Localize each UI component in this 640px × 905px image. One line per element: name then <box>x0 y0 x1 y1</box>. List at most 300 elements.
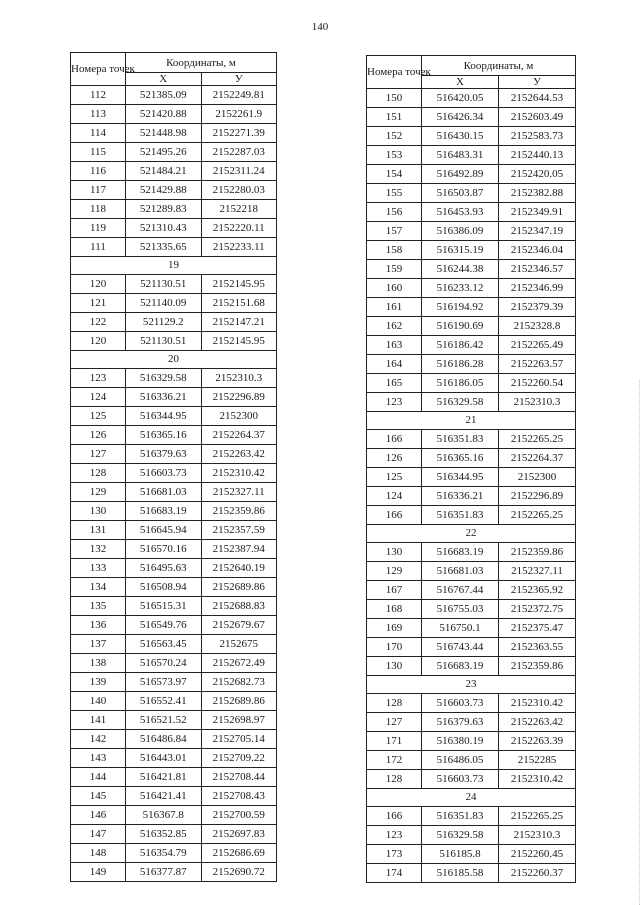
x-coordinate-cell: 516194.92 <box>422 298 499 317</box>
y-coordinate-cell: 2152328.8 <box>499 317 576 336</box>
y-coordinate-cell: 2152263.57 <box>499 355 576 374</box>
point-number-cell: 128 <box>367 770 422 789</box>
table-row <box>367 713 576 732</box>
x-coordinate-cell: 516421.41 <box>126 787 202 806</box>
table-row <box>367 751 576 770</box>
point-number-cell: 167 <box>367 581 422 600</box>
y-coordinate-cell: 2152689.86 <box>201 578 277 597</box>
point-number-cell: 149 <box>71 863 126 882</box>
table-row <box>367 336 576 355</box>
point-number-cell: 132 <box>71 540 126 559</box>
table-row <box>367 127 576 146</box>
y-coordinate-cell: 2152264.37 <box>201 426 277 445</box>
table-row <box>71 332 277 351</box>
y-coordinate-cell: 2152310.42 <box>499 694 576 713</box>
table-row <box>367 279 576 298</box>
table-row <box>71 464 277 483</box>
x-coordinate-cell: 516377.87 <box>126 863 202 882</box>
point-number-cell: 166 <box>367 807 422 826</box>
x-coordinate-cell: 516379.63 <box>126 445 202 464</box>
point-number-cell: 123 <box>367 393 422 412</box>
x-coordinate-cell: 516603.73 <box>126 464 202 483</box>
x-coordinate-cell: 516365.16 <box>126 426 202 445</box>
y-coordinate-cell: 2152375.47 <box>499 619 576 638</box>
y-coordinate-cell: 2152263.39 <box>499 732 576 751</box>
table-row <box>71 86 277 105</box>
point-number-cell: 139 <box>71 673 126 692</box>
x-coordinate-cell: 516329.58 <box>126 369 202 388</box>
x-coordinate-cell: 516508.94 <box>126 578 202 597</box>
point-number-cell: 131 <box>71 521 126 540</box>
section-number: 24 <box>367 789 576 807</box>
y-coordinate-cell: 2152151.68 <box>201 294 277 313</box>
table-row <box>71 787 277 806</box>
point-number-cell: 157 <box>367 222 422 241</box>
table-row <box>367 770 576 789</box>
x-coordinate-cell: 521420.88 <box>126 105 202 124</box>
y-coordinate-cell: 2152682.73 <box>201 673 277 692</box>
point-number-cell: 134 <box>71 578 126 597</box>
point-number-cell: 118 <box>71 200 126 219</box>
point-number-cell: 158 <box>367 241 422 260</box>
table-row <box>367 203 576 222</box>
header-x: X <box>422 76 499 89</box>
point-number-cell: 128 <box>367 694 422 713</box>
table-row <box>71 730 277 749</box>
y-coordinate-cell: 2152280.03 <box>201 181 277 200</box>
table-row <box>367 146 576 165</box>
table-row <box>367 619 576 638</box>
table-row <box>367 317 576 336</box>
table-row <box>367 845 576 864</box>
table-row <box>71 768 277 787</box>
x-coordinate-cell: 516767.44 <box>422 581 499 600</box>
x-coordinate-cell: 516443.01 <box>126 749 202 768</box>
point-number-cell: 142 <box>71 730 126 749</box>
y-coordinate-cell: 2152145.95 <box>201 332 277 351</box>
x-coordinate-cell: 516365.16 <box>422 449 499 468</box>
y-coordinate-cell: 2152698.97 <box>201 711 277 730</box>
table-row <box>367 657 576 676</box>
table-row <box>71 616 277 635</box>
x-coordinate-cell: 516344.95 <box>126 407 202 426</box>
point-number-cell: 156 <box>367 203 422 222</box>
table-row <box>71 597 277 616</box>
x-coordinate-cell: 516681.03 <box>126 483 202 502</box>
point-number-cell: 171 <box>367 732 422 751</box>
table-row <box>367 581 576 600</box>
point-number-cell: 136 <box>71 616 126 635</box>
x-coordinate-cell: 516386.09 <box>422 222 499 241</box>
table-row <box>367 807 576 826</box>
table-row <box>71 502 277 521</box>
y-coordinate-cell: 2152287.03 <box>201 143 277 162</box>
section-row <box>367 676 576 694</box>
point-number-cell: 174 <box>367 864 422 883</box>
table-row <box>367 222 576 241</box>
x-coordinate-cell: 516503.87 <box>422 184 499 203</box>
y-coordinate-cell: 2152690.72 <box>201 863 277 882</box>
point-number-cell: 124 <box>71 388 126 407</box>
table-row <box>71 294 277 313</box>
point-number-cell: 162 <box>367 317 422 336</box>
table-row <box>71 711 277 730</box>
header-point-numbers: Номера точек <box>71 53 126 86</box>
x-coordinate-cell: 516315.19 <box>422 241 499 260</box>
y-coordinate-cell: 2152675 <box>201 635 277 654</box>
y-coordinate-cell: 2152420.05 <box>499 165 576 184</box>
x-coordinate-cell: 516351.83 <box>422 430 499 449</box>
point-number-cell: 119 <box>71 219 126 238</box>
y-coordinate-cell: 2152679.67 <box>201 616 277 635</box>
table-row <box>71 806 277 825</box>
x-coordinate-cell: 516453.93 <box>422 203 499 222</box>
point-number-cell: 121 <box>71 294 126 313</box>
table-row <box>367 374 576 393</box>
point-number-cell: 170 <box>367 638 422 657</box>
y-coordinate-cell: 2152285 <box>499 751 576 770</box>
x-coordinate-cell: 516515.31 <box>126 597 202 616</box>
y-coordinate-cell: 2152603.49 <box>499 108 576 127</box>
x-coordinate-cell: 516570.16 <box>126 540 202 559</box>
x-coordinate-cell: 516367.8 <box>126 806 202 825</box>
y-coordinate-cell: 2152145.95 <box>201 275 277 294</box>
x-coordinate-cell: 521140.09 <box>126 294 202 313</box>
y-coordinate-cell: 2152260.54 <box>499 374 576 393</box>
point-number-cell: 126 <box>71 426 126 445</box>
y-coordinate-cell: 2152265.49 <box>499 336 576 355</box>
section-row <box>367 525 576 543</box>
point-number-cell: 154 <box>367 165 422 184</box>
point-number-cell: 172 <box>367 751 422 770</box>
y-coordinate-cell: 2152310.3 <box>499 826 576 845</box>
header-x: X <box>126 73 202 86</box>
y-coordinate-cell: 2152263.42 <box>201 445 277 464</box>
header-point-numbers: Номера точек <box>367 56 422 89</box>
x-coordinate-cell: 516186.05 <box>422 374 499 393</box>
y-coordinate-cell: 2152265.25 <box>499 807 576 826</box>
table-row <box>71 559 277 578</box>
table-row <box>71 483 277 502</box>
table-row <box>71 749 277 768</box>
point-number-cell: 126 <box>367 449 422 468</box>
y-coordinate-cell: 2152583.73 <box>499 127 576 146</box>
y-coordinate-cell: 2152311.24 <box>201 162 277 181</box>
point-number-cell: 173 <box>367 845 422 864</box>
point-number-cell: 123 <box>71 369 126 388</box>
table-row <box>367 732 576 751</box>
point-number-cell: 116 <box>71 162 126 181</box>
table-row <box>367 184 576 203</box>
point-number-cell: 163 <box>367 336 422 355</box>
page-number: 140 <box>311 21 329 33</box>
table-row <box>367 430 576 449</box>
section-row <box>367 789 576 807</box>
table-row <box>71 181 277 200</box>
x-coordinate-cell: 516486.05 <box>422 751 499 770</box>
y-coordinate-cell: 2152310.3 <box>499 393 576 412</box>
table-row <box>71 407 277 426</box>
section-number: 22 <box>367 525 576 543</box>
y-coordinate-cell: 2152346.04 <box>499 241 576 260</box>
y-coordinate-cell: 2152372.75 <box>499 600 576 619</box>
table-row <box>71 105 277 124</box>
y-coordinate-cell: 2152689.86 <box>201 692 277 711</box>
point-number-cell: 129 <box>367 562 422 581</box>
table-row <box>367 355 576 374</box>
y-coordinate-cell: 2152260.37 <box>499 864 576 883</box>
section-row <box>71 351 277 369</box>
table-row <box>71 200 277 219</box>
table-row <box>367 600 576 619</box>
point-number-cell: 130 <box>71 502 126 521</box>
point-number-cell: 122 <box>71 313 126 332</box>
y-coordinate-cell: 2152379.39 <box>499 298 576 317</box>
table-row <box>367 487 576 506</box>
point-number-cell: 148 <box>71 844 126 863</box>
header-y: У <box>499 76 576 89</box>
x-coordinate-cell: 516570.24 <box>126 654 202 673</box>
y-coordinate-cell: 2152708.44 <box>201 768 277 787</box>
point-number-cell: 164 <box>367 355 422 374</box>
table-row <box>367 89 576 108</box>
y-coordinate-cell: 2152265.25 <box>499 506 576 525</box>
x-coordinate-cell: 516185.8 <box>422 845 499 864</box>
y-coordinate-cell: 2152709.22 <box>201 749 277 768</box>
x-coordinate-cell: 516681.03 <box>422 562 499 581</box>
x-coordinate-cell: 521448.98 <box>126 124 202 143</box>
y-coordinate-cell: 2152310.42 <box>499 770 576 789</box>
y-coordinate-cell: 2152700.59 <box>201 806 277 825</box>
point-number-cell: 147 <box>71 825 126 844</box>
header-coordinates: Координаты, м <box>422 56 576 76</box>
point-number-cell: 120 <box>71 332 126 351</box>
point-number-cell: 127 <box>367 713 422 732</box>
table-row <box>71 238 277 257</box>
x-coordinate-cell: 516351.83 <box>422 506 499 525</box>
section-row <box>367 412 576 430</box>
point-number-cell: 153 <box>367 146 422 165</box>
x-coordinate-cell: 516351.83 <box>422 807 499 826</box>
point-number-cell: 165 <box>367 374 422 393</box>
table-row <box>71 863 277 882</box>
x-coordinate-cell: 516329.58 <box>422 826 499 845</box>
x-coordinate-cell: 516380.19 <box>422 732 499 751</box>
y-coordinate-cell: 2152271.39 <box>201 124 277 143</box>
x-coordinate-cell: 516344.95 <box>422 468 499 487</box>
table-row <box>367 864 576 883</box>
x-coordinate-cell: 516336.21 <box>126 388 202 407</box>
table-row <box>71 143 277 162</box>
y-coordinate-cell: 2152265.25 <box>499 430 576 449</box>
x-coordinate-cell: 516233.12 <box>422 279 499 298</box>
table-row <box>367 449 576 468</box>
x-coordinate-cell: 521495.26 <box>126 143 202 162</box>
point-number-cell: 161 <box>367 298 422 317</box>
table-row <box>367 562 576 581</box>
x-coordinate-cell: 516352.85 <box>126 825 202 844</box>
y-coordinate-cell: 2152705.14 <box>201 730 277 749</box>
y-coordinate-cell: 2152310.42 <box>201 464 277 483</box>
header-y: У <box>201 73 277 86</box>
x-coordinate-cell: 521130.51 <box>126 332 202 351</box>
table-row <box>367 241 576 260</box>
section-number: 20 <box>71 351 277 369</box>
y-coordinate-cell: 2152310.3 <box>201 369 277 388</box>
y-coordinate-cell: 2152708.43 <box>201 787 277 806</box>
x-coordinate-cell: 516495.63 <box>126 559 202 578</box>
x-coordinate-cell: 521130.51 <box>126 275 202 294</box>
x-coordinate-cell: 521335.65 <box>126 238 202 257</box>
point-number-cell: 117 <box>71 181 126 200</box>
table-row <box>71 445 277 464</box>
x-coordinate-cell: 516185.58 <box>422 864 499 883</box>
x-coordinate-cell: 516573.97 <box>126 673 202 692</box>
point-number-cell: 135 <box>71 597 126 616</box>
y-coordinate-cell: 2152296.89 <box>499 487 576 506</box>
y-coordinate-cell: 2152346.57 <box>499 260 576 279</box>
point-number-cell: 111 <box>71 238 126 257</box>
point-number-cell: 137 <box>71 635 126 654</box>
table-row <box>71 124 277 143</box>
table-row <box>71 313 277 332</box>
table-row <box>367 506 576 525</box>
section-row <box>71 257 277 275</box>
point-number-cell: 114 <box>71 124 126 143</box>
point-number-cell: 151 <box>367 108 422 127</box>
y-coordinate-cell: 2152387.94 <box>201 540 277 559</box>
y-coordinate-cell: 2152300 <box>201 407 277 426</box>
table-row <box>367 468 576 487</box>
y-coordinate-cell: 2152688.83 <box>201 597 277 616</box>
y-coordinate-cell: 2152365.92 <box>499 581 576 600</box>
x-coordinate-cell: 521429.88 <box>126 181 202 200</box>
point-number-cell: 150 <box>367 89 422 108</box>
point-number-cell: 130 <box>367 657 422 676</box>
y-coordinate-cell: 2152147.21 <box>201 313 277 332</box>
x-coordinate-cell: 516430.15 <box>422 127 499 146</box>
section-number: 23 <box>367 676 576 694</box>
x-coordinate-cell: 516186.28 <box>422 355 499 374</box>
point-number-cell: 125 <box>367 468 422 487</box>
x-coordinate-cell: 516492.89 <box>422 165 499 184</box>
y-coordinate-cell: 2152382.88 <box>499 184 576 203</box>
table-body-left <box>71 86 277 882</box>
point-number-cell: 127 <box>71 445 126 464</box>
x-coordinate-cell: 516521.52 <box>126 711 202 730</box>
x-coordinate-cell: 516603.73 <box>422 694 499 713</box>
point-number-cell: 124 <box>367 487 422 506</box>
x-coordinate-cell: 516336.21 <box>422 487 499 506</box>
x-coordinate-cell: 516750.1 <box>422 619 499 638</box>
x-coordinate-cell: 516603.73 <box>422 770 499 789</box>
y-coordinate-cell: 2152640.19 <box>201 559 277 578</box>
table-row <box>71 275 277 294</box>
table-row <box>71 844 277 863</box>
table-row <box>367 543 576 562</box>
x-coordinate-cell: 516563.45 <box>126 635 202 654</box>
x-coordinate-cell: 516421.81 <box>126 768 202 787</box>
point-number-cell: 140 <box>71 692 126 711</box>
y-coordinate-cell: 2152327.11 <box>201 483 277 502</box>
point-number-cell: 129 <box>71 483 126 502</box>
x-coordinate-cell: 516379.63 <box>422 713 499 732</box>
x-coordinate-cell: 516420.05 <box>422 89 499 108</box>
coordinates-table-right <box>366 55 576 883</box>
point-number-cell: 166 <box>367 506 422 525</box>
table-row <box>367 694 576 713</box>
y-coordinate-cell: 2152300 <box>499 468 576 487</box>
table-row <box>367 393 576 412</box>
section-number: 19 <box>71 257 277 275</box>
y-coordinate-cell: 2152218 <box>201 200 277 219</box>
point-number-cell: 133 <box>71 559 126 578</box>
y-coordinate-cell: 2152346.99 <box>499 279 576 298</box>
point-number-cell: 160 <box>367 279 422 298</box>
table-row <box>367 165 576 184</box>
y-coordinate-cell: 2152349.91 <box>499 203 576 222</box>
point-number-cell: 159 <box>367 260 422 279</box>
y-coordinate-cell: 2152264.37 <box>499 449 576 468</box>
x-coordinate-cell: 516244.38 <box>422 260 499 279</box>
point-number-cell: 152 <box>367 127 422 146</box>
table-row <box>71 162 277 181</box>
point-number-cell: 169 <box>367 619 422 638</box>
x-coordinate-cell: 516683.19 <box>422 543 499 562</box>
coordinates-table-left <box>70 52 277 882</box>
point-number-cell: 120 <box>71 275 126 294</box>
point-number-cell: 128 <box>71 464 126 483</box>
point-number-cell: 146 <box>71 806 126 825</box>
table-row <box>71 521 277 540</box>
x-coordinate-cell: 521484.21 <box>126 162 202 181</box>
table-row <box>71 540 277 559</box>
y-coordinate-cell: 2152363.55 <box>499 638 576 657</box>
point-number-cell: 138 <box>71 654 126 673</box>
point-number-cell: 130 <box>367 543 422 562</box>
x-coordinate-cell: 521129.2 <box>126 313 202 332</box>
x-coordinate-cell: 516329.58 <box>422 393 499 412</box>
table-row <box>71 219 277 238</box>
x-coordinate-cell: 516755.03 <box>422 600 499 619</box>
y-coordinate-cell: 2152697.83 <box>201 825 277 844</box>
table-row <box>71 825 277 844</box>
y-coordinate-cell: 2152644.53 <box>499 89 576 108</box>
y-coordinate-cell: 2152260.45 <box>499 845 576 864</box>
table-body-right <box>367 89 576 883</box>
x-coordinate-cell: 521385.09 <box>126 86 202 105</box>
y-coordinate-cell: 2152296.89 <box>201 388 277 407</box>
y-coordinate-cell: 2152686.69 <box>201 844 277 863</box>
point-number-cell: 115 <box>71 143 126 162</box>
x-coordinate-cell: 516354.79 <box>126 844 202 863</box>
x-coordinate-cell: 516486.84 <box>126 730 202 749</box>
y-coordinate-cell: 2152672.49 <box>201 654 277 673</box>
point-number-cell: 144 <box>71 768 126 787</box>
table-row <box>367 298 576 317</box>
x-coordinate-cell: 516743.44 <box>422 638 499 657</box>
point-number-cell: 113 <box>71 105 126 124</box>
point-number-cell: 125 <box>71 407 126 426</box>
section-number: 21 <box>367 412 576 430</box>
y-coordinate-cell: 2152327.11 <box>499 562 576 581</box>
y-coordinate-cell: 2152233.11 <box>201 238 277 257</box>
x-coordinate-cell: 516683.19 <box>126 502 202 521</box>
x-coordinate-cell: 521310.43 <box>126 219 202 238</box>
x-coordinate-cell: 516190.69 <box>422 317 499 336</box>
x-coordinate-cell: 516683.19 <box>422 657 499 676</box>
table-row <box>71 426 277 445</box>
